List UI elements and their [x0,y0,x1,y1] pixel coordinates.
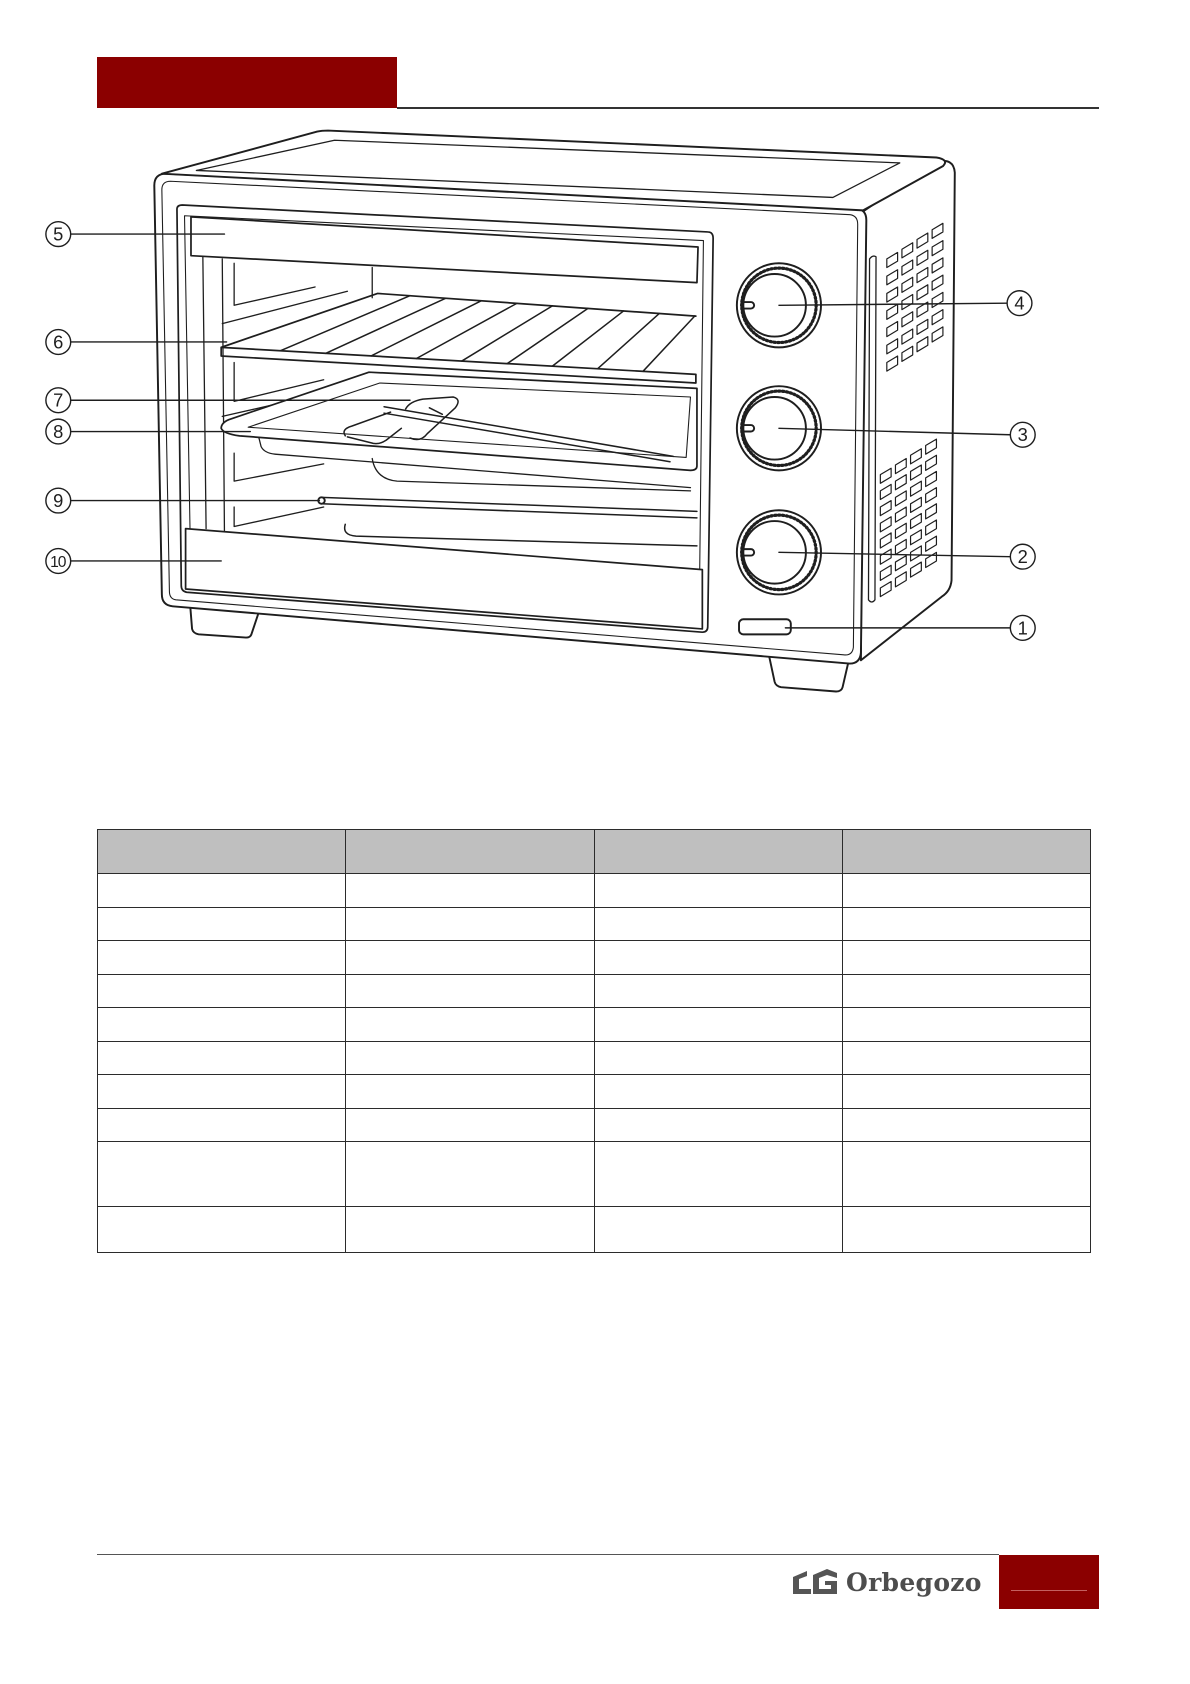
logo-mark-right [813,1569,837,1594]
table-cell [98,874,346,908]
callout-number: 6 [53,331,64,353]
footer-accent-line [1011,1590,1087,1591]
table-cell [842,974,1090,1008]
table-cell [594,874,842,908]
table-cell [346,1108,594,1142]
table-cell [842,941,1090,975]
table-cell [842,907,1090,941]
table-cell [346,1142,594,1207]
callout-number: 9 [53,490,64,512]
table-cell [98,974,346,1008]
table-cell [98,941,346,975]
callout-number: 4 [1014,292,1025,314]
footer-rule [97,1554,999,1555]
table-cell [346,974,594,1008]
spec-table-header [98,830,1091,874]
table-cell [594,1207,842,1253]
table-row [98,1075,1091,1109]
logo-wordmark: Orbegozo [846,1567,982,1597]
table-cell [346,1041,594,1075]
table-cell [346,907,594,941]
brand-logo [793,1564,993,1600]
table-header-row [98,830,1091,874]
table-cell [594,1008,842,1042]
orbegozo-house-icon [793,1569,837,1595]
table-row [98,1108,1091,1142]
table-row [98,1041,1091,1075]
callout-number: 5 [53,223,64,245]
table-cell [594,941,842,975]
oven-diagram [0,0,1190,720]
table-row [98,1207,1091,1253]
spec-table [97,829,1091,1253]
table-cell [842,1108,1090,1142]
table-cell [98,1108,346,1142]
spec-table-body [98,874,1091,1253]
table-cell [594,1142,842,1207]
callout-number: 7 [53,389,64,411]
logo-mark-left [793,1571,811,1594]
table-cell [842,1075,1090,1109]
table-cell [346,1075,594,1109]
callout-number: 3 [1017,424,1028,446]
table-row [98,1142,1091,1207]
table-cell [98,1075,346,1109]
callout-number: 8 [53,420,64,442]
table-cell [842,1008,1090,1042]
table-row [98,941,1091,975]
table-cell [842,1142,1090,1207]
table-cell [594,974,842,1008]
table-cell [346,874,594,908]
table-cell [98,1008,346,1042]
table-header-cell [346,830,594,874]
table-cell [594,907,842,941]
table-cell [594,1108,842,1142]
callout-number: 1 [1017,617,1028,639]
table-cell [346,1008,594,1042]
table-header-cell [594,830,842,874]
table-cell [98,1207,346,1253]
table-cell [842,1041,1090,1075]
table-cell [346,1207,594,1253]
table-row [98,1008,1091,1042]
table-cell [98,907,346,941]
table-cell [98,1142,346,1207]
table-row [98,974,1091,1008]
table-cell [594,1075,842,1109]
table-cell [842,1207,1090,1253]
power-indicator-light [739,619,791,634]
footer-accent-block [999,1555,1099,1609]
table-cell [346,941,594,975]
table-row [98,874,1091,908]
table-cell [594,1041,842,1075]
table-cell [98,1041,346,1075]
table-header-cell [98,830,346,874]
table-row [98,907,1091,941]
table-header-cell [842,830,1090,874]
callout-number: 2 [1017,546,1028,568]
table-cell [842,874,1090,908]
callout-number: 10 [50,553,66,571]
